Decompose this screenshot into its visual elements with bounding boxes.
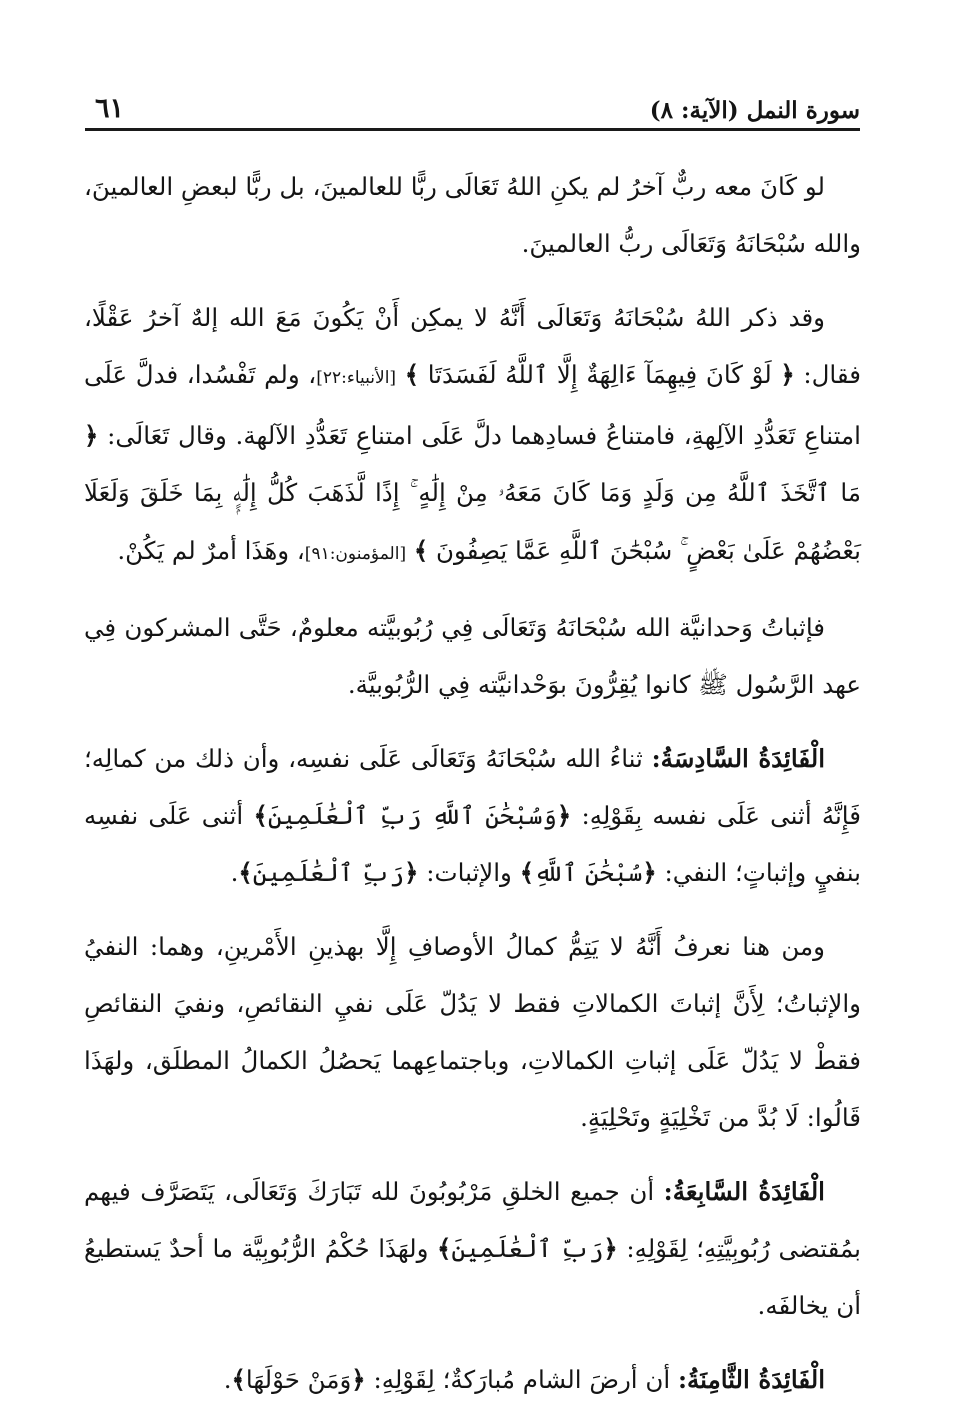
quran-verse: وَمَنْ حَوْلَهَا: [245, 1364, 352, 1394]
benefit-heading: الْفَائِدَةُ الثَّامِنَةُ:: [678, 1364, 825, 1394]
paragraph-2: [84, 289, 861, 583]
paragraph-benefit-7: [84, 1163, 861, 1335]
paragraph-3: [84, 599, 861, 714]
paragraph-text: أن جميع الخلقِ مَرْبُوبُونَ لله تَبَارَكَ وَتَعَالَى، يَتَصَرَّف فيهم بمُقتضى رُبُوبِيَّتِهِ؛ لِقَوْلِهِ:: [84, 1176, 861, 1264]
quran-verse: مَا ٱتَّخَذَ ٱللَّهُ مِن وَلَدٍ وَمَا كَانَ مَعَهُۥ مِنْ إِلَٰهٍ ۚ إِذًا لَّذَهَبَ كُلُّ إِلَٰهٍۭ بِمَا خَلَقَ وَلَعَلَا بَعْضُهُمْ عَلَىٰ بَعْضٍ ۚ سُبْحَٰنَ ٱللَّهِ عَمَّا يَصِفُونَ: [84, 478, 861, 565]
paragraph-benefit-8: [84, 1351, 861, 1408]
quran-verse: رَبِّ ٱلْعَٰلَمِينَ: [252, 858, 405, 888]
benefit-heading: الْفَائِدَةُ السَّابِعَةُ:: [663, 1176, 825, 1206]
paragraph-1: [84, 158, 861, 273]
paragraph-text: وقد ذكر اللهُ سُبْحَانَهُ وَتَعَالَى أَنَّهُ لا يمكِن أَنْ يَكُونَ مَعَ الله إلهٌ آخرُ عَقْلًا، فقال:: [84, 302, 861, 389]
quran-bracket-close: ﴾: [238, 858, 253, 888]
paragraph-text: فإثباتُ وَحدانيَّة الله سُبْحَانَهُ وَتَعَالَى فِي رُبُوبيَّته معلومٌ، حَتَّى المشركون فِي عهد الرَّسُول ﷺ كانوا يُقِرُّونَ بوَحْدانيَّته فِي الرُّبُوبيَّة.: [84, 613, 861, 700]
paragraph-benefit-6: [84, 730, 861, 902]
quran-bracket-open: ﴿: [780, 359, 795, 389]
paragraph-text: .: [223, 1364, 232, 1394]
quran-verse: رَبِّ ٱلْعَٰلَمِينَ: [451, 1234, 604, 1264]
quran-bracket-open: ﴿: [404, 858, 419, 888]
quran-bracket-open: ﴿: [556, 800, 572, 830]
running-header: [85, 88, 860, 131]
surah-title: سورة النمل (الآية: ٨): [649, 97, 860, 124]
quran-verse: سُبْحَٰنَ ٱللَّهِ: [534, 858, 643, 888]
paragraph-text: ، ولم تَفْسُدا، فدلَّ عَلَى امتناعِ تَعَدُّدِ الآلِهةِ، فامتناعُ فسادِهما دلَّ عَلَى امتناعِ تَعَدُّدِ الآلهة. وقال تَعَالَى:: [84, 359, 861, 451]
paragraph-text: ومن هنا نعرفُ أَنَّهُ لا يَتِمُّ كمالُ الأوصافِ إِلَّا بهذينِ الأَمْرينِ، وهما: النفيُ والإثباتُ؛ لِأَنَّ إثباتَ الكمالاتِ فقط لا يَدُلّ عَلَى نفيِ النقائصِ، ونفيَ النقائصِ فقطْ لا يَدُلّ عَلَى إثباتِ الكمالاتِ، وباجتماعِهما يَحصُلُ الكمالُ المطلَق، ولهَذَا قَالُوا: لَا بُدَّ من تَخْلِيَةٍ وتَحْلِيَةٍ.: [84, 931, 861, 1133]
quran-bracket-open: ﴿: [603, 1234, 618, 1264]
verse-citation: [المؤمنون:٩١]: [304, 543, 407, 564]
body-text: [84, 158, 861, 1424]
paragraph-text: ، وهَذَا أمرٌ لم يَكُنْ.: [117, 535, 305, 565]
paragraph-text: والإثبات:: [426, 858, 512, 888]
paragraph-text: .: [230, 858, 239, 888]
quran-bracket-open: ﴿: [84, 421, 99, 451]
quran-bracket-close: ﴾: [436, 1234, 452, 1264]
paragraph-text: أثنى عَلَى نفسِه بنفيٍ وإثباتٍ؛ النفي:: [84, 800, 861, 888]
paragraph-text: ولهَذَا حُكْمُ الرُّبُوبِيَّة ما أحدٌ يَستطيعُ أن يخالفَه.: [84, 1234, 861, 1321]
quran-bracket-open: ﴿: [351, 1364, 366, 1394]
page-number: ٦١: [95, 93, 125, 124]
paragraph-5: [84, 918, 861, 1147]
quran-verse: لَوْ كَانَ فِيهِمَآ ءَالِهَةٌ إِلَّا ٱللَّهُ لَفَسَدَتَا: [427, 359, 772, 389]
quran-bracket-close: ﴾: [253, 800, 268, 830]
paragraph-text: أن أرضَ الشام مُبارَكةٌ؛ لِقَوْلِهِ:: [373, 1364, 671, 1394]
verse-citation: [الأنبياء:٢٢]: [316, 367, 397, 388]
paragraph-text: ثناءُ الله سُبْحَانَهُ وَتَعَالَى عَلَى نفسِه، وأن ذلك من كمالِه؛ فَإِنَّهُ أثنى عَلَى نفسه بِقَوْلِهِ:: [84, 743, 861, 830]
quran-bracket-close: ﴾: [231, 1364, 246, 1394]
quran-bracket-open: ﴿: [642, 858, 657, 888]
quran-bracket-close: ﴾: [519, 858, 535, 888]
quran-bracket-close: ﴾: [413, 535, 429, 565]
quran-bracket-close: ﴾: [404, 359, 420, 389]
quran-verse: وَسُبْحَٰنَ ٱللَّهِ رَبِّ ٱلْعَٰلَمِينَ: [267, 800, 557, 830]
benefit-heading: الْفَائِدَةُ السَّادِسَةُ:: [651, 743, 825, 773]
paragraph-text: لو كَانَ معه ربٌّ آخرُ لم يكنِ اللهُ تَعَالَى ربًّا للعالمينَ، بل ربًّا لبعضِ العالمينَ، والله سُبْحَانَهُ وَتَعَالَى ربُّ العالمينَ.: [84, 172, 861, 259]
